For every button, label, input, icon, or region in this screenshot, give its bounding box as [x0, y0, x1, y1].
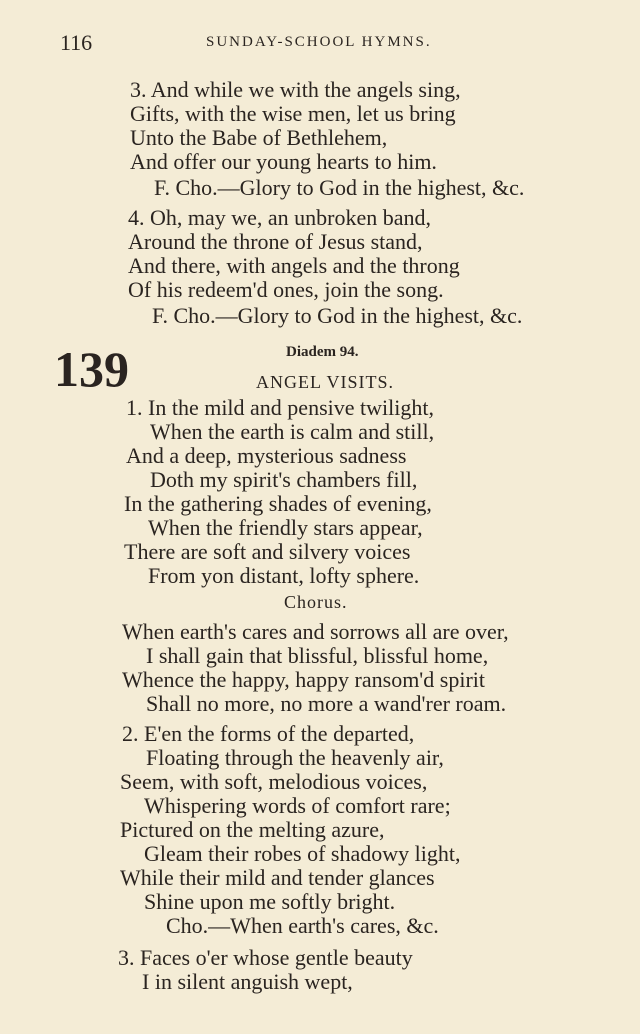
verse-line: Seem, with soft, melodious voices, [120, 769, 428, 794]
verse-line: There are soft and silvery voices [124, 539, 411, 564]
verse-line: 2. E'en the forms of the departed, [122, 721, 415, 746]
verse-line: Gifts, with the wise men, let us bring [130, 101, 456, 126]
chorus-line: Shall no more, no more a wand'rer roam. [146, 691, 507, 716]
verse-line: Of his redeem'd ones, join the song. [128, 277, 444, 302]
verse-line: When the friendly stars appear, [148, 515, 423, 540]
chorus-line: Whence the happy, happy ransom'd spirit [122, 667, 485, 692]
chorus-reference: F. Cho.—Glory to God in the highest, &c. [152, 303, 523, 328]
verse-line: Doth my spirit's chambers fill, [150, 467, 418, 492]
verse-line: 1. In the mild and pensive twilight, [126, 395, 434, 420]
hymn-title: ANGEL VISITS. [256, 372, 394, 392]
verse-line: Unto the Babe of Bethlehem, [130, 125, 388, 150]
verse-line: And there, with angels and the throng [128, 253, 460, 278]
verse-line: When the earth is calm and still, [150, 419, 435, 444]
verse-line: Floating through the heavenly air, [146, 745, 444, 770]
verse-line: Whispering words of comfort rare; [144, 793, 451, 818]
verse-line: 4. Oh, may we, an unbroken band, [128, 205, 432, 230]
verse-line: I in silent anguish wept, [142, 969, 353, 994]
hymn-number: 139 [54, 341, 129, 397]
tune-name: Diadem 94. [286, 344, 359, 360]
chorus-line: I shall gain that blissful, blissful home, [146, 643, 489, 668]
verse-line: Around the throne of Jesus stand, [128, 229, 423, 254]
verse-line: Shine upon me softly bright. [144, 889, 396, 914]
verse-line: 3. And while we with the angels sing, [130, 77, 461, 102]
verse-line: In the gathering shades of evening, [124, 491, 432, 516]
chorus-line: When earth's cares and sorrows all are over, [122, 619, 509, 644]
running-title: SUNDAY-SCHOOL HYMNS. [206, 34, 432, 50]
chorus-heading: Chorus. [284, 592, 348, 612]
verse-line: From yon distant, lofty sphere. [148, 563, 420, 588]
verse-line: And offer our young hearts to him. [130, 149, 437, 174]
verse-line: While their mild and tender glances [120, 865, 435, 890]
page-number: 116 [60, 30, 93, 55]
chorus-reference: Cho.—When earth's cares, &c. [166, 913, 439, 938]
verse-line: Gleam their robes of shadowy light, [144, 841, 461, 866]
verse-line: Pictured on the melting azure, [120, 817, 385, 842]
chorus-reference: F. Cho.—Glory to God in the highest, &c. [154, 175, 525, 200]
verse-line: 3. Faces o'er whose gentle beauty [118, 945, 413, 970]
verse-line: And a deep, mysterious sadness [126, 443, 407, 468]
